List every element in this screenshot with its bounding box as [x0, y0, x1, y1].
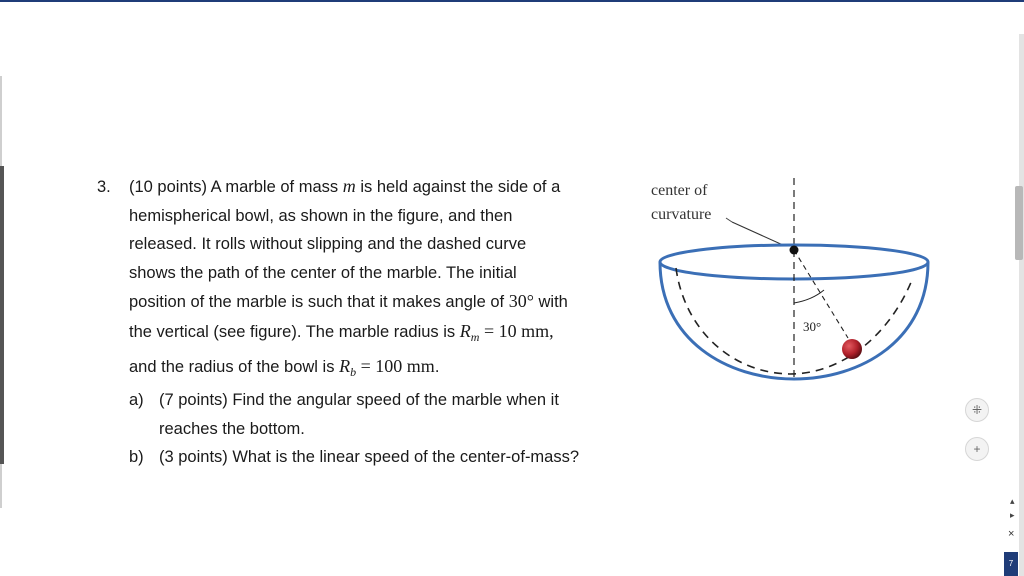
part-b: [97, 443, 657, 472]
question-text: position of the marble is such that it makes angle of: [129, 293, 505, 312]
question-text: and the radius of the bowl is: [129, 357, 335, 376]
part-a-label: a): [129, 391, 144, 410]
marble-radius-symbol: R: [459, 320, 471, 341]
question-text: with: [538, 293, 568, 312]
part-a: [97, 386, 657, 415]
question-block: [97, 172, 657, 472]
scroll-up-icon[interactable]: ▴: [1010, 496, 1015, 506]
mass-symbol: m: [342, 176, 356, 196]
marble-radius-value: = 10 mm,: [484, 320, 554, 341]
question-line-2: hemispherical bowl, as shown in the figure, and then: [129, 206, 513, 225]
angle-value: 30°: [508, 291, 534, 312]
close-icon[interactable]: ×: [1008, 528, 1015, 540]
part-a-text: (7 points) Find the angular speed of the marble when it: [159, 391, 559, 410]
label-leader-start: [726, 218, 732, 222]
question-line-4: shows the path of the center of the marble. The initial: [129, 263, 517, 282]
figure-label-line-1: center of: [651, 182, 708, 199]
angle-label: 30°: [803, 319, 822, 334]
scroll-right-icon[interactable]: ▸: [1010, 510, 1015, 520]
bowl-radius-value: = 100 mm: [360, 355, 435, 376]
question-text: A marble of mass: [210, 178, 339, 196]
marble-radius-subscript: m: [470, 329, 480, 344]
zoom-fit-button[interactable]: ⁜: [965, 398, 989, 422]
top-border: [0, 0, 1024, 2]
question-line-5: [97, 287, 657, 317]
zoom-in-button[interactable]: +: [965, 437, 989, 461]
bowl-radius-symbol: R: [339, 355, 351, 376]
corner-tab[interactable]: 7: [1004, 552, 1018, 576]
question-number: 3.: [97, 178, 111, 196]
question-line-7: [97, 352, 657, 387]
part-b-text: (3 points) What is the linear speed of the center-of-mass?: [159, 448, 580, 467]
center-point: [790, 246, 799, 255]
question-line-3: released. It rolls without slipping and the dashed curve: [129, 235, 527, 254]
bowl-diagram: [640, 168, 940, 388]
marble: [842, 339, 862, 359]
part-a-continuation: reaches the bottom.: [159, 419, 305, 438]
question-line-1: [97, 172, 657, 202]
right-scrollbar-track[interactable]: [1019, 34, 1024, 576]
question-text: the vertical (see figure). The marble radius is: [129, 322, 456, 341]
question-text: .: [434, 357, 440, 376]
question-points: (10 points): [129, 178, 207, 196]
question-line-6: [97, 317, 657, 352]
part-b-label: b): [129, 448, 144, 467]
bowl-figure: [640, 168, 940, 388]
left-border-dark: [0, 166, 4, 464]
figure-label-line-2: curvature: [651, 206, 712, 223]
bowl-radius-subscript: b: [350, 364, 357, 379]
question-text: is held against the side of a: [360, 178, 561, 196]
scrollbar-thumb[interactable]: [1015, 186, 1023, 260]
